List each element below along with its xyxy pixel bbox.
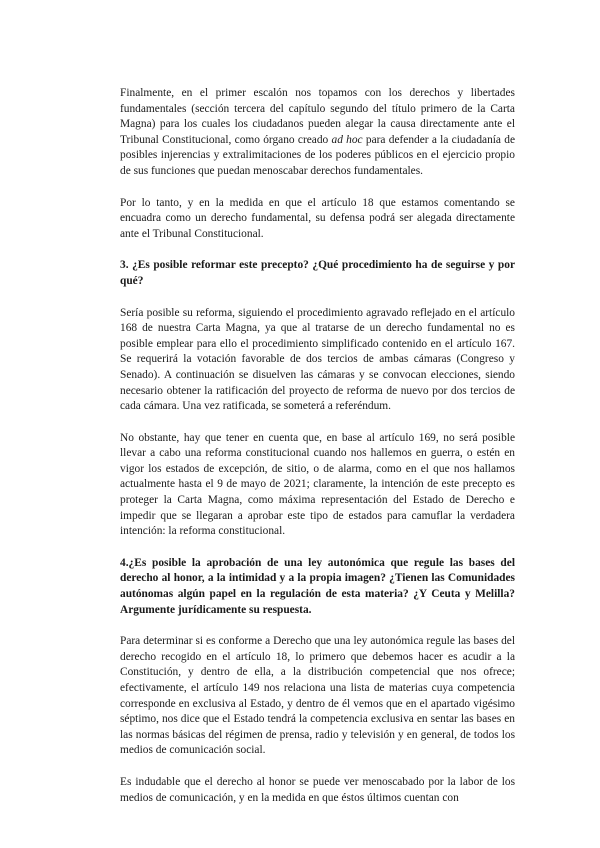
paragraph-fundamental-rights bbox=[120, 86, 515, 180]
paragraph-media: Es indudable que el derecho al honor se puede ver menoscabado por la labor de los medios de comunicación, y en la medida en que éstos últimos cuentan con bbox=[120, 775, 515, 804]
document-body bbox=[120, 86, 515, 822]
paragraph-article-169: No obstante, hay que tener en cuenta que, en base al artículo 169, no será posible llevar a cabo una reforma constitucional cuando nos hallemos en guerra, o estén en vigor los estados de excepción, de sitio, o de alarma, como en el que nos hallamos actualmente hasta el 9 de mayo de 2021; claramente, la intención de este precepto es proteger la Carta Magna, como máxima representación del Estado de Derecho e impedir que se llegaran a aprobar este tipo de estados para camuflar la verdadera intención: la reforma constitucional. bbox=[120, 431, 515, 538]
question-3-heading: 3. ¿Es posible reformar este precepto? ¿Qué procedimiento ha de seguirse y por qué? bbox=[120, 259, 515, 287]
italic-term: ad hoc bbox=[331, 133, 363, 146]
question-4-heading: 4.¿Es posible la aprobación de una ley autonómica que regule las bases del derecho al honor, a la intimidad y a la propia imagen? ¿Tienen las Comunidades autónomas algún papel en la regulación de esta materia? ¿Y Ceuta y Melilla? Argumente jurídicamente su respuesta. bbox=[120, 556, 515, 616]
paragraph-text: Finalmente, en el primer escalón nos topamos con los derechos y libertades fundamentales (sección tercera del capítulo segundo del título primero de la Carta Magna) para los cuales los ciudadanos pueden alegar la causa directamente ante el Tribunal Constitucional, como órgano creado bbox=[120, 87, 515, 146]
paragraph-text: para defender a la ciudadanía de posibles injerencias y extralimitaciones de los poderes públicos en el ejercicio propio de sus funciones que puedan menoscabar derechos fundamentales. bbox=[120, 133, 516, 177]
paragraph-competences: Para determinar si es conforme a Derecho que una ley autonómica regule las bases del derecho recogido en el artículo 18, lo primero que debemos hacer es acudir a la Constitución, y dentro de ella, a la distribución competencial que nos ofrece; efectivamente, el artículo 149 nos relaciona una lista de materias cuya competencia corresponde en exclusiva al Estado, y dentro de él vemos que en el apartado vigésimo séptimo, nos dice que el Estado tendrá la competencia exclusiva en sentar las bases en las normas básicas del régimen de prensa, radio y televisión y en general, de todos los medios de comunicación social. bbox=[120, 635, 515, 757]
paragraph-article-18: Por lo tanto, y en la medida en que el artículo 18 que estamos comentando se encuadra como un derecho fundamental, su defensa podrá ser alegada directamente ante el Tribunal Constitucional. bbox=[120, 196, 515, 240]
paragraph-reform-procedure: Sería posible su reforma, siguiendo el procedimiento agravado reflejado en el artículo 168 de nuestra Carta Magna, ya que al tratarse de un derecho fundamental no es posible emplear para ello el procedimiento simplificado contenido en el artículo 167. Se requerirá la votación favorable de dos tercios de ambas cámaras (Congreso y Senado). A continuación se disuelven las cámaras y se convocan elecciones, siendo necesario obtener la ratificación del proyecto de reforma de nuevo por dos tercios de cada cámara. Una vez ratificada, se someterá a referéndum. bbox=[120, 306, 515, 413]
